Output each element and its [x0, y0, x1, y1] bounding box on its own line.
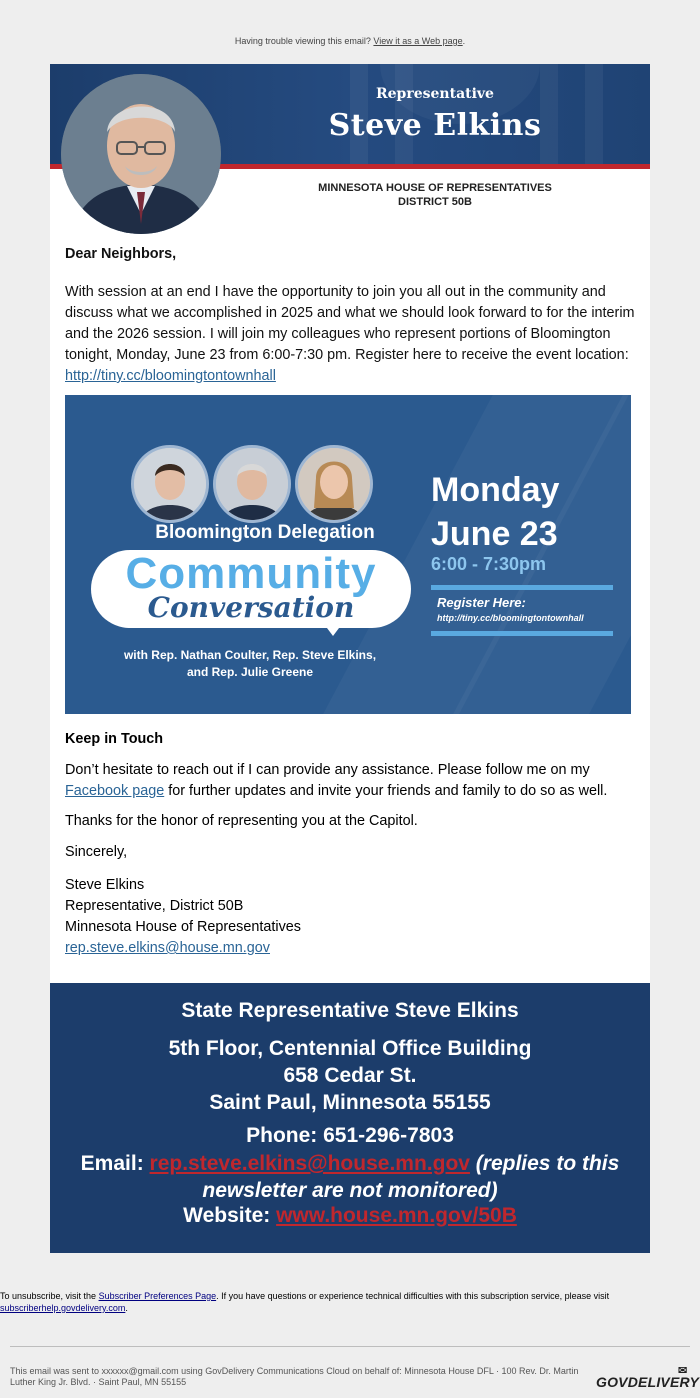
- district-name: DISTRICT 50B: [398, 196, 472, 208]
- govdelivery-logo[interactable]: GOVDELIVERY: [596, 1374, 700, 1390]
- signature-title: Representative, District 50B: [65, 898, 244, 914]
- contact-paragraph: [65, 760, 637, 802]
- event-register-label: Register Here:: [437, 595, 526, 610]
- header-rep-label: Representative: [376, 86, 494, 102]
- event-register-url: http://tiny.cc/bloomingtontownhall: [437, 613, 584, 623]
- representative-portrait: [61, 74, 221, 234]
- event-rule-top: [431, 585, 613, 590]
- event-day: Monday: [431, 471, 560, 509]
- footer-address-line2: 658 Cedar St.: [283, 1064, 417, 1087]
- contact-footer: [50, 983, 650, 1253]
- sent-note: This email was sent to xxxxxx@gmail.com using GovDelivery Communications Cloud on behalf of: Minnesota House DFL · 100 Rev. Dr. Martin Luther King Jr. Blvd. · Saint Paul, MN 55155: [10, 1366, 579, 1387]
- thanks-text: Thanks for the honor of representing you at the Capitol.: [65, 813, 418, 829]
- subscriber-preferences-link[interactable]: Subscriber Preferences Page: [98, 1291, 217, 1301]
- view-web-page-link[interactable]: View it as a Web page: [373, 36, 463, 46]
- facebook-page-link[interactable]: Facebook page: [65, 783, 165, 799]
- event-participants: [95, 647, 405, 681]
- header-chamber: [270, 181, 600, 209]
- footer-email-note: (replies to this newsletter are not monitored): [202, 1152, 620, 1202]
- contact-text-after: for further updates and invite your friends and family to do so as well.: [164, 783, 608, 799]
- chamber-name: MINNESOTA HOUSE OF REPRESENTATIVES: [318, 182, 552, 194]
- footer-website: [50, 1204, 650, 1228]
- footer-divider: [10, 1346, 690, 1347]
- participants-line2: and Rep. Julie Greene: [186, 665, 314, 679]
- unsubscribe-text2: . If you have questions or experience technical difficulties with this subscription service, please visit: [216, 1291, 610, 1301]
- trouble-viewing-note: [0, 36, 700, 46]
- subscriber-help-link[interactable]: subscriberhelp.govdelivery.com: [0, 1303, 126, 1313]
- signature-name: Steve Elkins: [65, 877, 145, 893]
- headshot-greene: [295, 445, 373, 523]
- intro-paragraph: [65, 282, 635, 387]
- footer-website-label: Website:: [183, 1204, 277, 1227]
- letter-body: [65, 244, 635, 384]
- conversation-word: Conversation: [147, 591, 355, 624]
- footer-address-line1: 5th Floor, Centennial Office Building: [168, 1037, 532, 1060]
- unsubscribe-text3: .: [125, 1303, 128, 1313]
- event-time: 6:00 - 7:30pm: [431, 554, 547, 574]
- trouble-viewing-text: Having trouble viewing this email?: [234, 36, 371, 46]
- footer-address: [50, 1035, 650, 1116]
- email-card: [50, 64, 650, 983]
- participants-line1: with Rep. Nathan Coulter, Rep. Steve Elkins,: [123, 648, 377, 662]
- envelope-icon: ✉: [678, 1365, 688, 1377]
- community-word: Community: [125, 549, 377, 598]
- footer-email: [60, 1150, 640, 1204]
- signature-email-link[interactable]: rep.steve.elkins@house.mn.gov: [65, 940, 270, 956]
- register-link[interactable]: http://tiny.cc/bloomingtontownhall: [65, 368, 276, 384]
- unsubscribe-note: [0, 1290, 700, 1314]
- event-date: June 23: [431, 515, 558, 553]
- footer-email-link[interactable]: rep.steve.elkins@house.mn.gov: [149, 1152, 470, 1175]
- footer-email-label: Email:: [80, 1152, 150, 1175]
- footer-address-line3: Saint Paul, Minnesota 55155: [209, 1091, 491, 1114]
- trouble-viewing-suffix: .: [462, 36, 466, 46]
- contact-text-before: Don’t hesitate to reach out if I can provide any assistance. Please follow me on my: [65, 762, 590, 778]
- greeting: Dear Neighbors,: [65, 246, 177, 262]
- unsubscribe-text1: To unsubscribe, visit the: [0, 1291, 99, 1301]
- footer-title: State Representative Steve Elkins: [181, 999, 519, 1022]
- keep-in-touch-heading: Keep in Touch: [65, 731, 164, 747]
- signature-block: [65, 875, 301, 959]
- event-rule-bottom: [431, 631, 613, 636]
- footer-website-link[interactable]: www.house.mn.gov/50B: [276, 1204, 517, 1227]
- event-graphic[interactable]: [65, 395, 631, 714]
- footer-phone: Phone: 651-296-7803: [246, 1124, 454, 1147]
- delegation-title: Bloomington Delegation: [155, 522, 375, 543]
- intro-text: With session at an end I have the opportunity to join you all out in the community and discuss what we accomplished in 2025 and what we should look forward to for the interim and the 2026 session. I will join my colleagues who represent portions of Bloomington tonight, Monday, June 23 from 6:00-7:30 pm. Register here to receive the event location:: [65, 284, 635, 363]
- closing-text: Sincerely,: [65, 844, 128, 860]
- header-rep-name: Steve Elkins: [328, 108, 542, 143]
- signature-body: Minnesota House of Representatives: [65, 919, 301, 935]
- headshot-elkins: [213, 445, 291, 523]
- headshot-coulter: [131, 445, 209, 523]
